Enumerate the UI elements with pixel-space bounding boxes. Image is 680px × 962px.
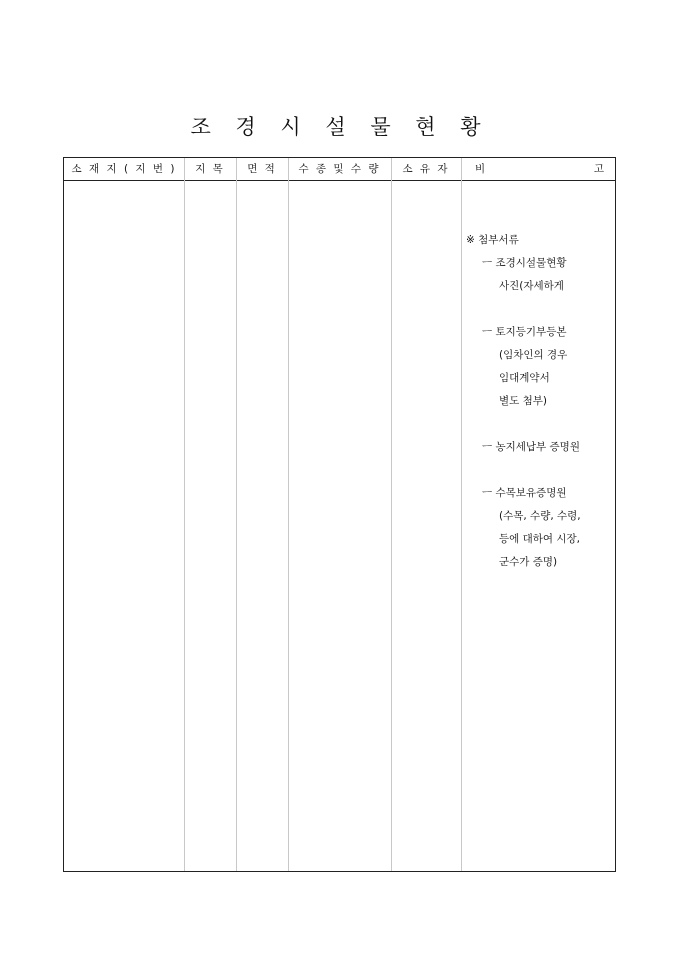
column-divider bbox=[391, 158, 392, 871]
header-divider bbox=[64, 180, 615, 181]
header-location: 소 재 지 ( 지 번 ) bbox=[71, 163, 177, 175]
remarks-line: 군수가 증명) bbox=[499, 556, 558, 568]
page-title: 조 경 시 설 물 현 황 bbox=[190, 115, 490, 139]
attachment-heading: ※ 첨부서류 bbox=[466, 234, 519, 246]
header-species-quantity: 수 종 및 수 량 bbox=[298, 163, 381, 175]
column-divider bbox=[184, 158, 185, 871]
remarks-line: ㅡ 조경시설물현황 bbox=[482, 257, 567, 269]
facility-table bbox=[63, 157, 616, 872]
header-remarks-left: 비 bbox=[475, 163, 486, 175]
header-remarks-right: 고 bbox=[593, 163, 604, 175]
column-divider bbox=[288, 158, 289, 871]
column-divider bbox=[461, 158, 462, 871]
remarks-line: 등에 대하여 시장, bbox=[499, 533, 581, 545]
remarks-line: (수목, 수량, 수령, bbox=[499, 510, 581, 522]
remarks-line: ㅡ 토지등기부등본 bbox=[482, 326, 567, 338]
header-land-category: 지 목 bbox=[195, 163, 225, 175]
remarks-line: 사진(자세하게 bbox=[499, 280, 564, 292]
header-area: 면 적 bbox=[247, 163, 277, 175]
remarks-line: (임차인의 경우 bbox=[499, 349, 568, 361]
remarks-line: 임대계약서 bbox=[499, 372, 550, 384]
remarks-line: 별도 첨부) bbox=[499, 395, 548, 407]
column-divider bbox=[236, 158, 237, 871]
header-owner: 소 유 자 bbox=[402, 163, 450, 175]
remarks-line: ㅡ 수목보유증명원 bbox=[482, 487, 567, 499]
remarks-line: ㅡ 농지세납부 증명원 bbox=[482, 441, 580, 453]
header-remarks bbox=[461, 158, 616, 180]
